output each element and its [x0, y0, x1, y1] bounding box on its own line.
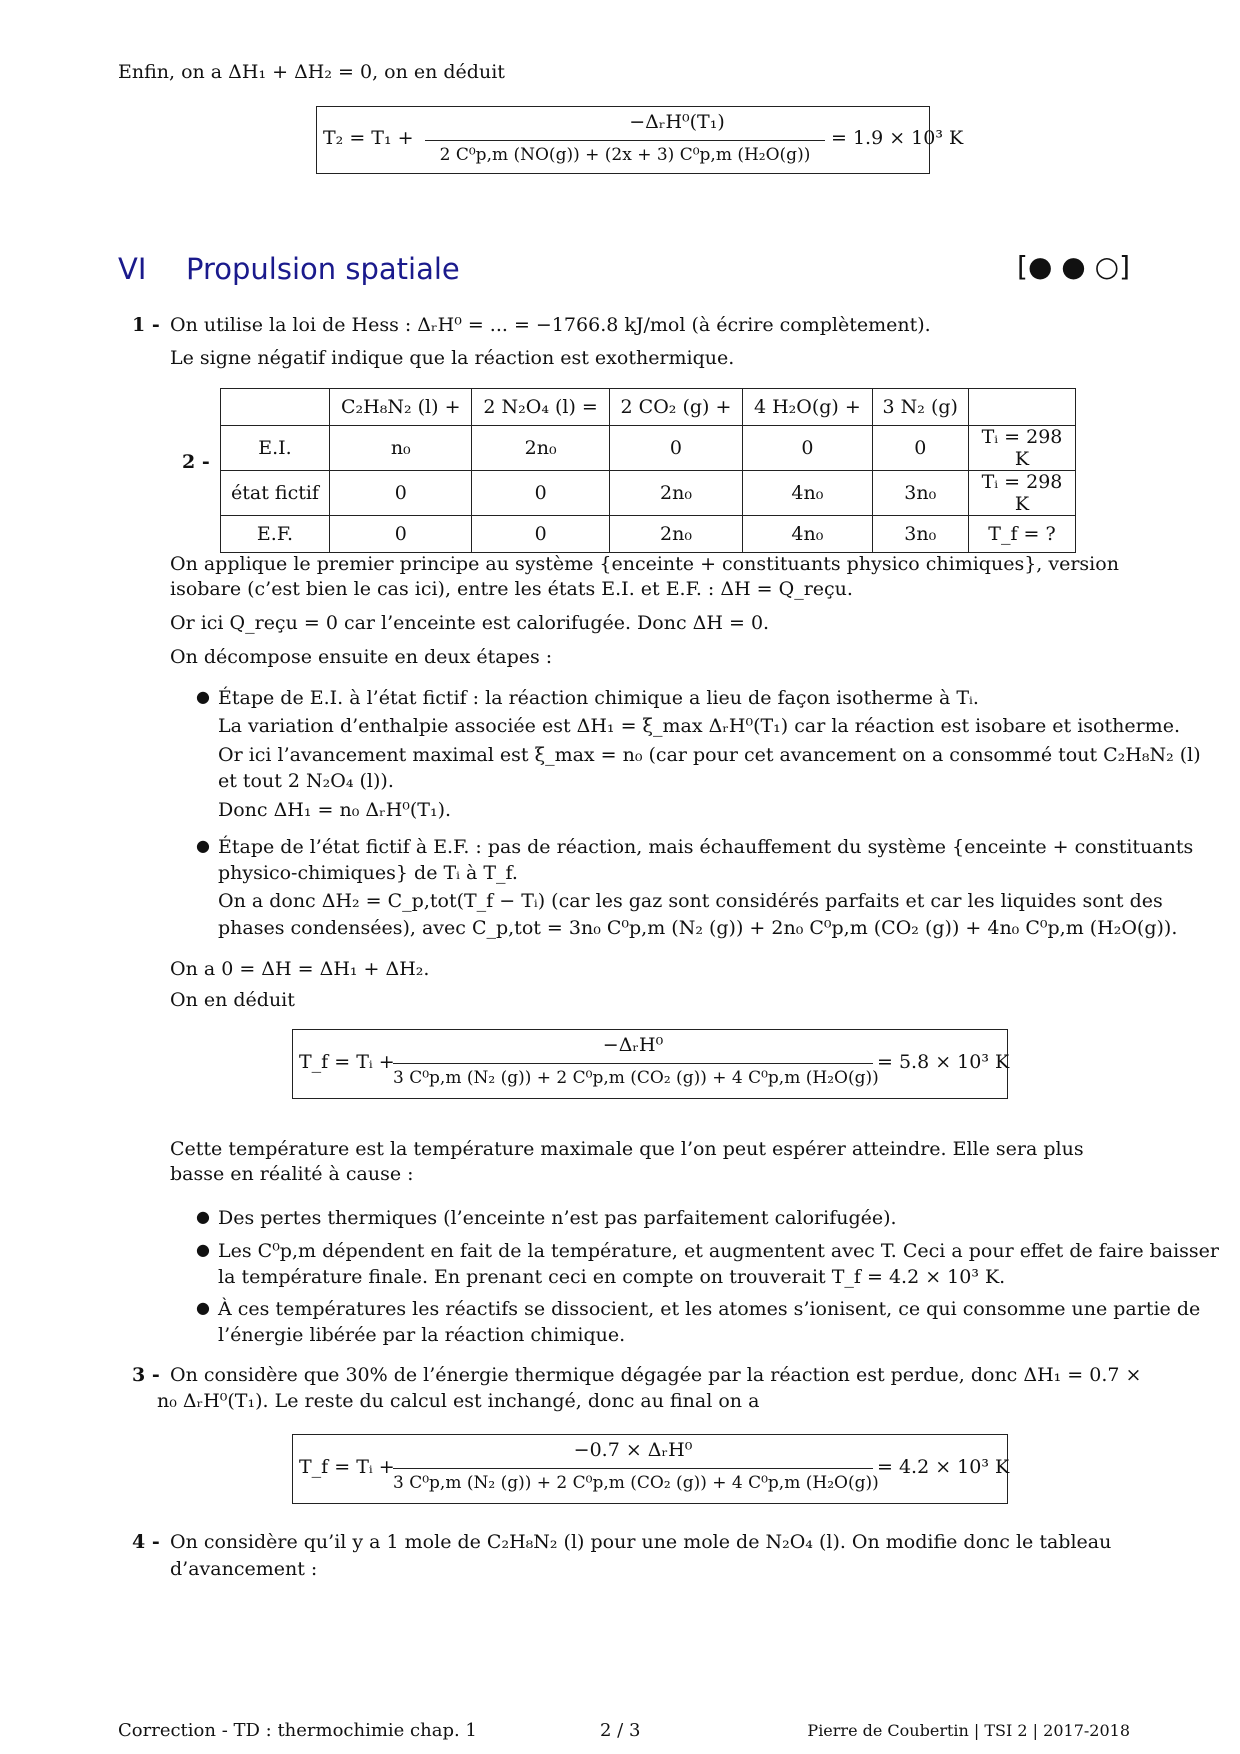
eq-lhs: T₂ = T₁ +: [323, 127, 414, 149]
eq-lhs: T_f = Tᵢ +: [299, 1051, 395, 1073]
bullet-icon: ●: [196, 687, 210, 706]
table-cell: [221, 389, 330, 426]
q4-line1: On considère qu’il y a 1 mole de C₂H₈N₂ (l) pour une mole de N₂O₄ (l). On modifie donc le tableau: [170, 1531, 1112, 1553]
eq-numerator: −ΔᵣH⁰: [602, 1034, 664, 1056]
intro-line: Enfin, on a ΔH₁ + ΔH₂ = 0, on en déduit: [118, 61, 505, 83]
eq-denominator: 3 C⁰p,m (N₂ (g)) + 2 C⁰p,m (CO₂ (g)) + 4 C⁰p,m (H₂O(g)): [393, 1068, 879, 1088]
bullet-icon: ●: [196, 1207, 210, 1226]
eq-numerator: −0.7 × ΔᵣH⁰: [573, 1439, 693, 1461]
q2-paragraph-2: Or ici Q_reçu = 0 car l’enceinte est calorifugée. Donc ΔH = 0.: [170, 612, 770, 634]
footer-left: Correction - TD : thermochimie chap. 1: [118, 1720, 477, 1741]
q2-paragraph-5: On en déduit: [170, 989, 295, 1011]
table-cell: Tᵢ = 298 K: [969, 426, 1076, 471]
bullet-icon: ●: [196, 1240, 210, 1259]
b1-line: Or ici l’avancement maximal est ξ_max = n₀ (car pour cet avancement on a consommé tout C₂H₈N₂ (l): [218, 744, 1201, 766]
b1-line: Étape de E.I. à l’état fictif : la réaction chimique a lieu de façon isotherme à Tᵢ.: [218, 687, 979, 709]
equation-box-tf: [292, 1029, 1008, 1099]
table-row: [221, 471, 1076, 516]
table-cell: 3n₀: [872, 471, 969, 516]
c2-line: Les C⁰p,m dépendent en fait de la température, et augmentent avec T. Ceci a pour effet de faire baisser: [218, 1240, 1219, 1262]
b1-line: La variation d’enthalpie associée est ΔH₁ = ξ_max ΔᵣH⁰(T₁) car la réaction est isobare et isotherme.: [218, 715, 1180, 737]
advancement-table: [220, 388, 1076, 553]
c3-line: À ces températures les réactifs se dissocient, et les atomes s’ionisent, ce qui consomme une partie de: [218, 1298, 1201, 1320]
fraction-bar: [425, 140, 825, 141]
question-label-1: 1 -: [132, 314, 160, 336]
c1-line: Des pertes thermiques (l’enceinte n’est pas parfaitement calorifugée).: [218, 1207, 897, 1229]
table-cell: C₂H₈N₂ (l) +: [330, 389, 472, 426]
table-cell: 0: [330, 471, 472, 516]
eq-numerator: −ΔᵣH⁰(T₁): [629, 111, 725, 133]
eq-lhs: T_f = Tᵢ +: [299, 1456, 395, 1478]
table-cell: 4n₀: [743, 516, 872, 553]
table-cell: E.I.: [221, 426, 330, 471]
question-label-2: 2 -: [182, 451, 210, 473]
q1-line1: On utilise la loi de Hess : ΔᵣH⁰ = ... = −1766.8 kJ/mol (à écrire complètement).: [170, 314, 931, 336]
bullet-icon: ●: [196, 1298, 210, 1317]
table-cell: 4n₀: [743, 471, 872, 516]
table-cell: 2n₀: [609, 516, 742, 553]
section-title: Propulsion spatiale: [186, 252, 460, 286]
equation-box-t2: [316, 106, 964, 174]
question-label-4: 4 -: [132, 1531, 160, 1553]
b2-line: phases condensées), avec C_p,tot = 3n₀ C⁰p,m (N₂ (g)) + 2n₀ C⁰p,m (CO₂ (g)) + 4n₀ C⁰p,m (H₂O(g)).: [218, 917, 1178, 939]
eq-denominator: 2 C⁰p,m (NO(g)) + (2x + 3) C⁰p,m (H₂O(g)): [439, 145, 811, 165]
b1-line: Donc ΔH₁ = n₀ ΔᵣH⁰(T₁).: [218, 799, 452, 821]
b1-line: et tout 2 N₂O₄ (l)).: [218, 770, 394, 792]
table-cell: Tᵢ = 298 K: [969, 471, 1076, 516]
q3-line2: n₀ ΔᵣH⁰(T₁). Le reste du calcul est inchangé, donc au final on a: [157, 1390, 760, 1412]
table-cell: 0: [872, 426, 969, 471]
table-cell: 2 N₂O₄ (l) =: [472, 389, 609, 426]
table-cell: 0: [609, 426, 742, 471]
equation-box-tf-loss: [292, 1434, 1008, 1504]
table-cell: T_f = ?: [969, 516, 1076, 553]
q4-line2: d’avancement :: [170, 1558, 318, 1580]
table-cell: 0: [743, 426, 872, 471]
table-cell: 2n₀: [472, 426, 609, 471]
table-header-row: [221, 389, 1076, 426]
bullet-icon: ●: [196, 836, 210, 855]
difficulty-rating: [● ● ○]: [1017, 250, 1130, 283]
table-cell: état fictif: [221, 471, 330, 516]
c2-line: la température finale. En prenant ceci en compte on trouverait T_f = 4.2 × 10³ K.: [218, 1266, 1006, 1288]
fraction-bar: [393, 1063, 873, 1064]
table-cell: E.F.: [221, 516, 330, 553]
table-row: [221, 516, 1076, 553]
c3-line: l’énergie libérée par la réaction chimique.: [218, 1324, 626, 1346]
q3-line1: On considère que 30% de l’énergie thermique dégagée par la réaction est perdue, donc ΔH₁ = 0.7 ×: [170, 1364, 1142, 1386]
footer-page-number: 2 / 3: [600, 1720, 641, 1741]
table-cell: 0: [330, 516, 472, 553]
q2-paragraph-6: Cette température est la température maximale que l’on peut espérer atteindre. Elle sera plus basse en réalité à cause :: [170, 1138, 1084, 1185]
b2-line: physico-chimiques} de Tᵢ à T_f.: [218, 862, 518, 884]
q2-paragraph-1: On applique le premier principe au système {enceinte + constituants physico chimiques}, version isobare (c’est bien le cas ici), entre les états E.I. et E.F. : ΔH = Q_reçu.: [170, 553, 1119, 600]
q2-paragraph-4: On a 0 = ΔH = ΔH₁ + ΔH₂.: [170, 958, 430, 980]
table-row: [221, 426, 1076, 471]
table-cell: 2n₀: [609, 471, 742, 516]
q2-paragraph-3: On décompose ensuite en deux étapes :: [170, 646, 553, 668]
table-cell: 0: [472, 516, 609, 553]
eq-rhs: = 1.9 × 10³ K: [831, 127, 964, 149]
section-header: [118, 252, 1130, 292]
table-cell: 4 H₂O(g) +: [743, 389, 872, 426]
table-cell: 3n₀: [872, 516, 969, 553]
table-cell: n₀: [330, 426, 472, 471]
footer-right: Pierre de Coubertin | TSI 2 | 2017-2018: [807, 1721, 1130, 1740]
q1-line2: Le signe négatif indique que la réaction est exothermique.: [170, 347, 735, 369]
question-label-3: 3 -: [132, 1364, 160, 1386]
table-cell: [969, 389, 1076, 426]
fraction-bar: [393, 1468, 873, 1469]
eq-denominator: 3 C⁰p,m (N₂ (g)) + 2 C⁰p,m (CO₂ (g)) + 4 C⁰p,m (H₂O(g)): [393, 1473, 879, 1493]
section-number: VI: [118, 252, 147, 286]
b2-line: Étape de l’état fictif à E.F. : pas de réaction, mais échauffement du système {enceinte + constituants: [218, 836, 1194, 858]
eq-rhs: = 5.8 × 10³ K: [877, 1051, 1010, 1073]
table-cell: 0: [472, 471, 609, 516]
eq-rhs: = 4.2 × 10³ K: [877, 1456, 1010, 1478]
table-cell: 2 CO₂ (g) +: [609, 389, 742, 426]
b2-line: On a donc ΔH₂ = C_p,tot(T_f − Tᵢ) (car les gaz sont considérés parfaits et car les liquides sont des: [218, 890, 1163, 912]
table-cell: 3 N₂ (g): [872, 389, 969, 426]
